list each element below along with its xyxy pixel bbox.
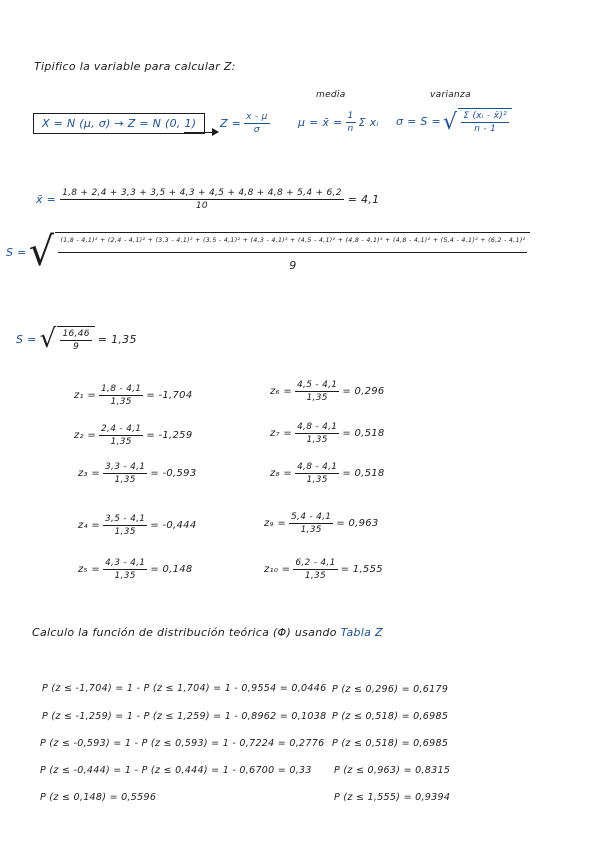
heading-calculo-highlight: Tabla Z <box>340 626 383 639</box>
z-result: = -1,704 <box>146 390 193 401</box>
probability-7: P (z ≤ 0,518) = 0,6985 <box>332 711 449 722</box>
z-label: z₆ = <box>270 386 293 397</box>
z-result: = 0,963 <box>336 518 379 529</box>
z-result: = -0,593 <box>150 468 197 479</box>
probability-4: P (z ≤ -0,444) = 1 - P (z ≤ 0,444) = 1 - 0,6700 = 0,33 <box>40 765 312 776</box>
sd-formula-num: Σ (xᵢ - x̄)² <box>463 111 508 121</box>
heading-tipifico: Tipifico la variable para calcular Z: <box>34 60 236 73</box>
z-den: 1,35 <box>300 525 322 535</box>
z-den: 1,35 <box>304 571 327 581</box>
xbar-num: 1,8 + 2,4 + 3,3 + 3,5 + 4,3 + 4,5 + 4,8 + 4,8 + 5,4 + 6,2 <box>62 188 342 198</box>
s-calc-lhs: S = <box>6 245 27 259</box>
z-label: z₅ = <box>78 564 101 575</box>
probability-8: P (z ≤ 0,518) = 0,6985 <box>332 738 449 749</box>
z-result: = 0,518 <box>342 428 385 439</box>
z-den: 1,35 <box>110 437 132 447</box>
probability-1: P (z ≤ -1,704) = 1 - P (z ≤ 1,704) = 1 - 0,9554 = 0,0446 <box>42 683 327 694</box>
mean-formula-num: 1 <box>347 111 354 121</box>
z-num: 4,8 - 4,1 <box>297 462 338 472</box>
z-value-4 <box>78 514 197 537</box>
z-num: 4,5 - 4,1 <box>297 380 338 390</box>
label-media: media <box>316 90 346 100</box>
z-result: = -0,444 <box>150 520 197 531</box>
z-value-1 <box>74 384 193 407</box>
z-formula-lhs: Z = <box>220 117 242 130</box>
s-calc-num: (1,8 - 4,1)² + (2,4 - 4,1)² + (3,3 - 4,1)² + (3,5 - 4,1)² + (4,3 - 4,1)² + (4,5 - 4,1)² + (4,8 - 4,1)² + (4,8 - 4,1)² + (5,4 - 4,1)² + (6,2 - 4,1)² <box>58 237 527 253</box>
mean-formula-den: n <box>347 124 354 134</box>
z-num: 6,2 - 4,1 <box>295 558 336 568</box>
s-result-num: 16,46 <box>62 329 90 339</box>
s-result-den: 9 <box>73 342 80 352</box>
probability-6: P (z ≤ 0,296) = 0,6179 <box>332 684 449 695</box>
mean-formula <box>298 111 379 134</box>
s-calc-den: 9 <box>289 259 297 272</box>
z-den: 1,35 <box>306 393 328 403</box>
z-num: 4,8 - 4,1 <box>297 422 338 432</box>
z-value-3 <box>78 462 197 485</box>
z-den: 1,35 <box>306 475 328 485</box>
z-value-2 <box>74 424 193 447</box>
z-value-9 <box>264 512 379 535</box>
z-den: 1,35 <box>114 571 136 581</box>
z-result: = -1,259 <box>146 430 193 441</box>
heading-calculo-text: Calculo la función de distribución teórica (Φ) usando <box>32 626 337 639</box>
z-num: 3,5 - 4,1 <box>105 514 146 524</box>
z-value-10 <box>264 558 383 581</box>
z-num: 3,3 - 4,1 <box>105 462 146 472</box>
sd-formula-den: n - 1 <box>474 124 497 134</box>
z-label: z₇ = <box>270 428 293 439</box>
z-den: 1,35 <box>110 397 132 407</box>
s-result-lhs: S = <box>16 332 37 346</box>
heading-calculo <box>32 626 383 639</box>
normal-box-formula: X = N (μ, σ) → Z = N (0, 1) <box>33 113 205 134</box>
z-den: 1,35 <box>114 475 136 485</box>
z-result: = 0,148 <box>150 564 193 575</box>
sd-formula-lhs: σ = S = <box>396 114 441 128</box>
z-label: z₈ = <box>270 468 293 479</box>
mean-formula-tail: Σ xᵢ <box>358 116 379 129</box>
z-value-6 <box>270 380 385 403</box>
z-num: 1,8 - 4,1 <box>101 384 142 394</box>
arrow-right-icon <box>180 122 222 141</box>
xbar-calculation <box>36 188 379 211</box>
z-label: z₉ = <box>264 518 287 529</box>
z-result: = 1,555 <box>340 564 383 575</box>
label-varianza: varianza <box>430 90 471 100</box>
probability-5: P (z ≤ 0,148) = 0,5596 <box>40 792 157 803</box>
z-num: 5,4 - 4,1 <box>291 512 332 522</box>
xbar-den: 10 <box>195 201 208 211</box>
probability-10: P (z ≤ 1,555) = 0,9394 <box>334 792 451 803</box>
z-den: 1,35 <box>306 435 328 445</box>
z-value-5 <box>78 558 193 581</box>
z-formula-num: x - μ <box>246 112 268 122</box>
z-label: z₂ = <box>74 430 97 441</box>
z-num: 2,4 - 4,1 <box>101 424 142 434</box>
z-result: = 0,518 <box>342 468 385 479</box>
z-formula <box>220 112 270 135</box>
z-label: z₁₀ = <box>264 564 291 575</box>
probability-2: P (z ≤ -1,259) = 1 - P (z ≤ 1,259) = 1 - 0,8962 = 0,1038 <box>42 711 327 722</box>
z-label: z₁ = <box>74 390 97 401</box>
z-result: = 0,296 <box>342 386 385 397</box>
s-result-value: = 1,35 <box>97 332 137 346</box>
z-formula-den: σ <box>253 125 260 135</box>
z-value-8 <box>270 462 385 485</box>
z-num: 4,3 - 4,1 <box>105 558 146 568</box>
z-label: z₃ = <box>78 468 101 479</box>
z-label: z₄ = <box>78 520 101 531</box>
sd-formula: σ = S = √ $\frac{\text{Σ (xᵢ - x̄)²}}{n - 1}$ <box>396 108 512 134</box>
xbar-lhs: x̄ = <box>36 193 57 206</box>
s-calculation: S = √ (1,8 - 4,1)² + (2,4 - 4,1)² + (3,3 - 4,1)² + (3,5 - 4,1)² + (4,3 - 4,1)² + (4,5 - 4,1)² + (4,8 - 4,1)² + (4,8 - 4,1)² + (5,4 - 4,1)² + (6,2 - 4,1)² 9 <box>6 232 530 272</box>
probability-3: P (z ≤ -0,593) = 1 - P (z ≤ 0,593) = 1 - 0,7224 = 0,2776 <box>40 738 325 749</box>
s-result: S = √ $\frac{16,46}{9}$ = 1,35 <box>16 324 137 354</box>
z-value-7 <box>270 422 385 445</box>
mean-formula-lhs: μ = x̄ = <box>298 116 343 129</box>
z-den: 1,35 <box>114 527 136 537</box>
probability-9: P (z ≤ 0,963) = 0,8315 <box>334 765 451 776</box>
xbar-result: = 4,1 <box>347 193 380 206</box>
